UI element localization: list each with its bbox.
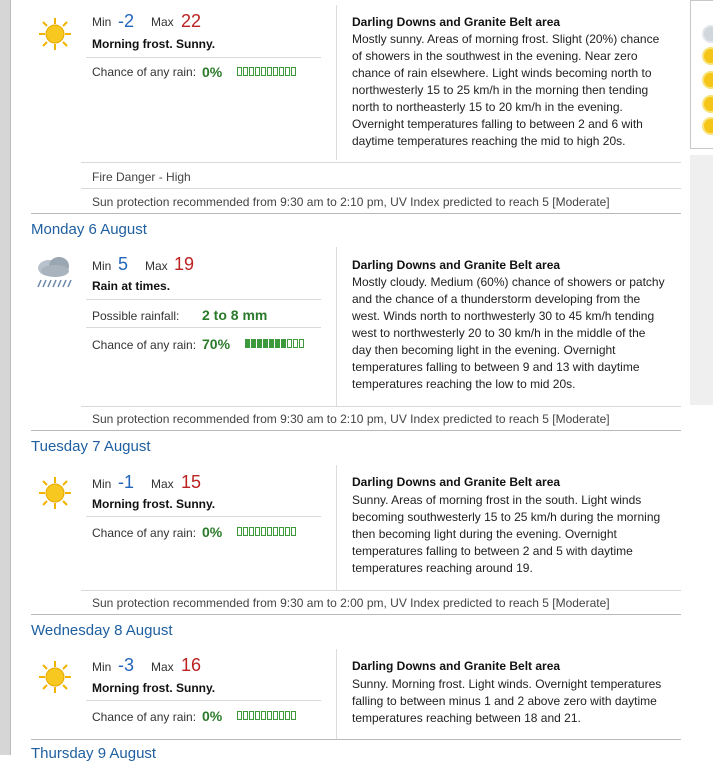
possible-rainfall-label: Possible rainfall:	[92, 309, 180, 323]
rain-bar-segment	[291, 711, 296, 720]
rain-chance-bar	[237, 527, 296, 536]
rain-bar-segment	[291, 67, 296, 76]
rain-bar-segment	[243, 527, 248, 536]
divider	[81, 406, 681, 407]
max-temperature: 22	[181, 11, 202, 31]
rain-chance-bar	[245, 339, 304, 348]
divider	[86, 516, 321, 517]
max-temperature: 15	[181, 472, 202, 492]
uv-protection-note: Sun protection recommended from 9:30 am to 2:00 pm, UV Index predicted to reach 5 [Moderate]	[92, 596, 610, 610]
day-heading: Monday 6 August	[31, 221, 147, 238]
rain-cloud-icon	[33, 254, 75, 290]
max-temperature: 16	[181, 655, 202, 675]
left-page-gutter	[0, 0, 11, 755]
rain-bar-segment	[237, 67, 242, 76]
min-label: Min	[92, 15, 112, 29]
rain-bar-segment	[261, 711, 266, 720]
day-separator	[31, 430, 681, 431]
rain-bar-segment	[269, 339, 274, 348]
possible-rainfall-value: 2 to 8 mm	[202, 307, 268, 323]
min-label: Min	[92, 477, 112, 491]
day-heading: Thursday 9 August	[31, 745, 157, 762]
forecast-list	[31, 0, 681, 762]
min-label: Min	[92, 660, 112, 674]
rain-bar-segment	[285, 711, 290, 720]
rain-bar-segment	[279, 711, 284, 720]
divider	[81, 162, 681, 163]
rain-bar-segment	[273, 711, 278, 720]
rain-bar-segment	[255, 711, 260, 720]
min-label: Min	[92, 259, 112, 273]
divider	[86, 299, 321, 300]
rain-chance-bar	[237, 67, 296, 76]
divider	[81, 188, 681, 189]
rain-bar-segment	[281, 339, 286, 348]
uv-protection-note: Sun protection recommended from 9:30 am to 2:10 pm, UV Index predicted to reach 5 [Moderate]	[92, 412, 610, 426]
rain-bar-segment	[243, 67, 248, 76]
column-divider	[336, 649, 337, 739]
mini-sun-icon	[704, 97, 713, 111]
rain-bar-segment	[257, 339, 262, 348]
sidebar-forecast-strip	[690, 0, 713, 755]
area-forecast-text: Sunny. Morning frost. Light winds. Overnight temperatures falling to between minus 1 and 2 above zero with daytime temperatures reaching between 18 and 21.	[352, 677, 662, 725]
rain-bar-segment	[285, 67, 290, 76]
max-label: Max	[151, 15, 174, 29]
mini-sun-icon	[704, 49, 713, 63]
rain-bar-segment	[285, 527, 290, 536]
rain-bar-segment	[291, 527, 296, 536]
rain-chance-value: 70%	[202, 336, 231, 352]
rain-bar-segment	[299, 339, 304, 348]
rain-bar-segment	[255, 527, 260, 536]
rain-bar-segment	[261, 67, 266, 76]
mini-sun-icon	[704, 119, 713, 133]
rain-bar-segment	[273, 527, 278, 536]
rain-chance-label: Chance of any rain:	[92, 338, 197, 352]
rain-bar-segment	[237, 527, 242, 536]
area-forecast-text: Mostly cloudy. Medium (60%) chance of showers or patchy and the chance of a thunderstorm developing from the west. Winds north to northwesterly 30 to 45 km/h tending west to northwesterly 20 to 30 km/h in the middle of the day then becoming light in the evening. Overnight temperatures falling to between 9 and 13 with daytime temperatures reaching the low to mid 20s.	[352, 275, 665, 391]
day-separator	[31, 213, 681, 214]
rain-bar-segment	[267, 711, 272, 720]
divider	[86, 700, 321, 701]
min-temperature: 5	[118, 254, 129, 274]
area-forecast-text: Mostly sunny. Areas of morning frost. Slight (20%) chance of showers in the southwest in the evening. Near zero chance of rain elsewhere. Light winds becoming north to northwesterly 15 to 25 km/h in the morning then tending north to northeasterly 15 to 20 km/h in the evening. Overnight temperatures falling to between 2 and 6 with daytime temperatures reaching the mid to high 20s.	[352, 32, 660, 148]
forecast-summary: Morning frost. Sunny.	[92, 497, 216, 511]
rain-bar-segment	[275, 339, 280, 348]
divider	[86, 327, 321, 328]
rain-bar-segment	[249, 527, 254, 536]
rain-bar-segment	[267, 527, 272, 536]
sunny-icon	[37, 475, 73, 511]
fire-danger-rating: Fire Danger - High	[92, 170, 191, 184]
area-title: Darling Downs and Granite Belt area	[352, 659, 561, 673]
rain-chance-value: 0%	[202, 708, 223, 724]
rain-chance-label: Chance of any rain:	[92, 526, 197, 540]
rain-chance-value: 0%	[202, 64, 223, 80]
min-temperature: -2	[118, 11, 135, 31]
mini-sun-icon	[704, 73, 713, 87]
rain-bar-segment	[279, 67, 284, 76]
day-heading: Wednesday 8 August	[31, 622, 173, 639]
rain-bar-segment	[249, 711, 254, 720]
max-label: Max	[151, 660, 174, 674]
forecast-summary: Morning frost. Sunny.	[92, 681, 216, 695]
area-title: Darling Downs and Granite Belt area	[352, 475, 561, 489]
rain-bar-segment	[273, 67, 278, 76]
divider	[81, 590, 681, 591]
min-temperature: -1	[118, 472, 135, 492]
mini-cloud-icon	[704, 27, 713, 41]
uv-protection-note: Sun protection recommended from 9:30 am to 2:10 pm, UV Index predicted to reach 5 [Moderate]	[92, 195, 610, 209]
max-temperature: 19	[174, 254, 195, 274]
sidebar-forecast-box	[690, 0, 713, 149]
rain-bar-segment	[279, 527, 284, 536]
forecast-summary: Rain at times.	[92, 279, 171, 293]
rain-bar-segment	[243, 711, 248, 720]
sunny-icon	[37, 16, 73, 52]
max-label: Max	[145, 259, 168, 273]
day-separator	[31, 614, 681, 615]
rain-chance-label: Chance of any rain:	[92, 65, 197, 79]
min-temperature: -3	[118, 655, 135, 675]
rain-bar-segment	[245, 339, 250, 348]
rain-chance-value: 0%	[202, 524, 223, 540]
column-divider	[336, 465, 337, 590]
area-forecast-text: Sunny. Areas of morning frost in the south. Light winds becoming southwesterly 15 to 25 km/h during the morning then becoming light during the evening. Overnight temperatures falling to between 2 and 5 with daytime temperatures reaching around 19.	[352, 493, 661, 575]
area-title: Darling Downs and Granite Belt area	[352, 258, 561, 272]
rain-bar-segment	[249, 67, 254, 76]
rain-bar-segment	[287, 339, 292, 348]
rain-bar-segment	[251, 339, 256, 348]
day-heading: Tuesday 7 August	[31, 438, 151, 455]
column-divider	[336, 247, 337, 407]
max-label: Max	[151, 477, 174, 491]
rain-bar-segment	[293, 339, 298, 348]
rain-bar-segment	[237, 711, 242, 720]
rain-bar-segment	[261, 527, 266, 536]
sunny-icon	[37, 659, 73, 695]
column-divider	[336, 5, 337, 160]
rain-bar-segment	[255, 67, 260, 76]
area-title: Darling Downs and Granite Belt area	[352, 15, 561, 29]
rain-chance-bar	[237, 711, 296, 720]
rain-chance-label: Chance of any rain:	[92, 710, 197, 724]
forecast-summary: Morning frost. Sunny.	[92, 37, 216, 51]
sidebar-panel	[690, 155, 713, 405]
rain-bar-segment	[267, 67, 272, 76]
divider	[86, 57, 321, 58]
rain-bar-segment	[263, 339, 268, 348]
day-separator	[31, 739, 681, 740]
